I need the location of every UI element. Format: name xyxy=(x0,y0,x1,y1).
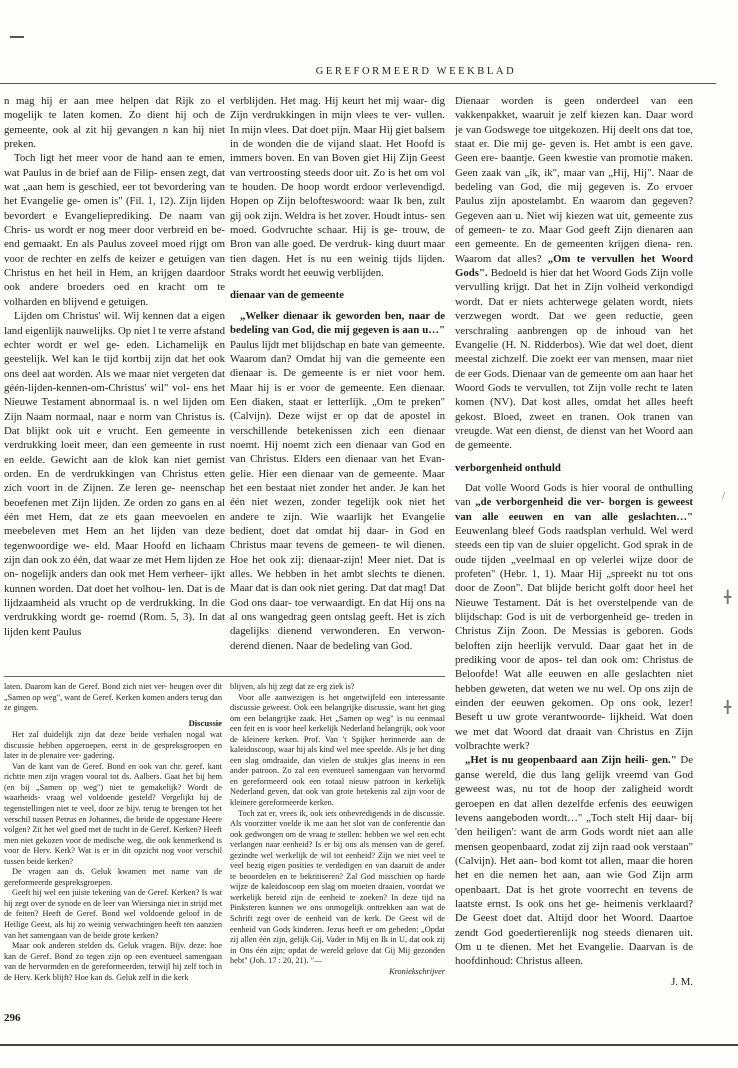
paragraph xyxy=(455,94,693,453)
section-divider xyxy=(4,676,445,677)
paragraph-text: Eeuwenlang bleef Gods raadsplan verhuld. Wel werd steeds een tip van de sluier opgelicht. God sprak in de oude tijden „veelmaal en op velerlei wijze door de profeten" (Hebr. 1, 1). Maar Hij „spreekt nu tot ons door de Zoon". Dat blijde bericht golft door heel het Nieuwe Testament. Dát is het overstelpende van de blijdschap: God is uit de verborgenheid ge- treden in Christus Zijn Zoon. De Messias is geboren. Gods beloften zijn heerlijk vervuld. Daar gaat het in de prediking voor de apos- tel dan ook om: Christus de Beloofde! Wat alle eeuwen en alle geslachten niet hebben geweten, dat weten we nu wel. Op ons zijn de einden der eeuwen gekomen. Op ons ook, lezer! Beseft u uw grote verantwoorde- lijkheid. Wat doen we met dat Woord dat draait van Christus en Zijn volbrachte werk? xyxy=(455,524,693,753)
paragraph: Voor alle aanwezigen is het ongetwijfeld een interessante discussie geweest. Ook een belangrijke discussie, want het ging om een belangrijke zaak. Het „Samen op weg" is nu eenmaal een feit en is voor heel kerkelijk Nederland belangrijk, ook voor de kleinere kerken. Prof. Van 't Spijker herinnerde aan de kaleidoscoop, waar hij als kind wel mee speelde. Als je het ding een slag omdraaide, dan vielen de stukjes glas ineens in een ander patroon. Zo zal een eventueel samengaan van hervormd en gereformeerd ook een totaal nieuw patroon in kerkelijk Nederland geven, dat ook van grote betekenis zal zijn voor de kleinere gereformeerde kerken. xyxy=(230,692,445,808)
paragraph: Het zal duidelijk zijn dat deze beide verhalen nogal wat discussie hebben opgeroepen, eerst in de gespreksgroepen en later in de plenaire ver- gadering. xyxy=(4,730,222,761)
author-initials: J. M. xyxy=(671,975,693,988)
paragraph-text: Dienaar worden is geen onderdeel van een vakkenpakket, waaruit je zelf kiezen kan. Daar word je van Godswege toe uitgekozen. Hij deelt ons dat toe, staat er. Die mij ge- geven is. Het ambt is een gave. Geen ere- baantje. Geen kwestie van promotie maken. Geen zaak van „ik, ik", maar van „Hij, Hij". Naar de bedeling van God, die mij gegeven is. Zo ervoer Paulus zijn apostelambt. En waarom dan gegeven? Gegeven aan u. Niet wij kiezen wat uit, gemeente zus of gemeen- te zo. Maar God geeft Zijn dienaren aan een gemeente. En de gemeenten krijgen diena- ren. Waarom dat alles? xyxy=(455,95,693,265)
paragraph-text: De ganse wereld, die dus lang gelijk vreemd van God geweest was, nu tot de hoop der zaligheid wordt geroepen en dat allen dezelfde erfenis des eeuwigen levens aangeboden wordt…" „Toch stelt Hij daar- bij 'den heiligen': want de arm Gods wordt niet aan alle mensen geopenbaard, zodat zij zijn raad ook verstaan" (Calvijn). Het aan- bod komt tot allen, maar die horen het en die nemen het aan, aan wie God Zijn arm openbaart. Dat is het grote voorrecht en tevens de laatste ernst. Is ook ons het ge- heimenis verklaard? De Geest doet dat. Altijd door het Woord. Daartoe zendt God goedertierenlijk nog steeds dienaren uit. Om u te dienen. Met het Evangelie. Daarvan is de hoofdinhoud: Christus alleen. xyxy=(455,754,693,968)
bold-quote: „Welker dienaar ik geworden ben, naar de bedeling van God, die mij gegeven is aan u…" xyxy=(230,309,445,337)
paragraph: Toch zat er, vrees ik, ook iets onbevredigends in de discussie. Als voorzitter voelde ik me aan het slot van de conferentie dan ook gedwongen om de vraag te stellen: hebben we wel een echt verlangen naar eenheid? Is er bij ons als mensen van de geref. gezindte wel werkelijk de wil tot eenheid? Zijn we niet veel te veel bezig eigen posities te verdedigen en van daaruit de ander te beoordelen en te bekritiseren? Zal God misschien op harde wijze de kaleidoscoop een slag om moeten draaien, voordat we werkelijk bereid zijn de eenheid te zoeken? In deze tijd na Pinksteren kunnen we ons onmogelijk onttrekken aan wat de Schrift zegt over de eenheid van de kerk. De Geest wil de eenheid van Gods kinderen. Jezus heeft er om gebeden: „Opdat zij allen één zijn, gelijk Gij, Vader in Mij en Ik in U, dat ook zij in Ons één zijn; opdat de wereld gelove dat Gij Mij gezonden hebt" (Joh. 17 : 20, 21). "— xyxy=(230,808,445,966)
bold-quote: „Om te vervullen het Woord Gods". xyxy=(455,252,693,280)
paragraph: De vragen aan ds. Geluk kwamen met name van de gereformeerde gespreksgroepen. xyxy=(4,867,222,887)
paragraph-text: Bedoeld is hier dat het Woord Gods Zijn volle vervulling krijgt. Dat het in Zijn volheid verkondigd wordt. Dat er niets achterwege gelaten wordt, niets verzwegen wordt. Dat we geen reductie, geen verschraling aanbrengen op de inhoud van het Evangelie (H. N. Ridderbos). Wie dat wel doet, dient meestal zichzelf. Die zoekt eer van mensen, maar niet de eer Gods. Dienaar van de gemeente om aan haar het Woord Gods te vervullen, tot Zijn volle recht te laten komen (NV). Dat kost alles, omdat het alles heeft gekost. Bloed, zweet en tranen. Ook tranen van vreugde. Wat een dienst, de dienst van het Woord aan de gemeente. xyxy=(455,267,693,452)
chronicle-column-1 xyxy=(4,682,222,1012)
margin-mark: ╋ xyxy=(724,700,732,714)
paragraph: Maar ook anderen stelden ds. Geluk vragen. Bijv. deze: hoe kan de Geref. Bond zo tegen zijn op een eventueel samengaan van de hervormden en de gereformeerden, terwijl hij zelf toch in de Herv. Kerk blijft? Hoe kan ds. Geluk zelf in die kerk xyxy=(4,941,222,982)
section-heading: verborgenheid onthuld xyxy=(455,461,561,474)
paragraph: Toch ligt het meer voor de hand aan te emen, wat Paulus in de brief aan de Filip- ensen zegt, dat wat „aan hem is geschied, eer tot bevordering van het Evangelie ge- omen is" (Fil. 1, 12). Zijn lijden bevordert e Evangelieprediking. De naam van Chris- us wordt er nog meer door verbreid en be- end gemaakt. En als Paulus zoveel moed rijgt om voor de rechter en zelfs de keizer e getuigen van Christus en het heil in Hem, an krijgen daardoor ook andere broeders oed en kracht om te volharden en blijvend e getuigen. xyxy=(4,152,225,308)
margin-mark: / xyxy=(722,488,726,502)
paragraph xyxy=(455,481,693,754)
chronicle-column-2 xyxy=(230,682,445,1012)
corner-mark xyxy=(10,36,24,38)
masthead: GEREFORMEERD WEEKBLAD xyxy=(315,66,517,77)
subheading-discussie: Discussie xyxy=(188,717,222,728)
paragraph xyxy=(230,309,445,653)
bold-quote: „de verborgenheid die ver- borgen is geweest van alle eeuwen en van alle geslachten…" xyxy=(455,496,693,523)
paragraph-text: Dat volle Woord Gods is hier vooral de onthulling van xyxy=(455,481,693,509)
paragraph: n mag hij er aan mee helpen dat Rijk zo el mogelijk te laten komen. Zo dient hij och de gemeente, ook al zit hij gevangen n kan hij niet preken. xyxy=(4,95,225,151)
paragraph: Geeft hij wel een juiste tekening van de Geref. Kerken? Is wat hij zegt over de synode en de leer van Wiersinga niet in strijd met de feiten? Heeft de Geref. Bond wel voldoende geloof in de Heilige Geest, als hij zo weinig verwachtingen heeft ten aanzien van het samengaan van de beide grote kerken? xyxy=(4,888,222,940)
header-rule xyxy=(0,83,716,84)
margin-mark: ╋ xyxy=(724,590,732,604)
scan-edge xyxy=(0,1044,738,1046)
column-1 xyxy=(4,94,225,669)
paragraph: Van de kant van de Geref. Bond en ook van chr. geref. kant richtte men zijn vragen vooral tot ds. Aalbers. Gaat het bij hem (en bij „Samen op weg") niet te gemakelijk? Wordt de waarheids- vraag wel voldoende gesteld? Vergelijkt hij de tegenstellingen niet te veel, door ze bijv. terug te brengen tot het verschil tussen Petrus en Johannes, die beide de opgestane Heere volgen? Zit het wel goed met de tucht in de Geref. Kerken? Heeft men niet gekozen voor de medische weg, die ook kenmerkend is voor de Herv. Kerk? Wat is er in dit opzicht nog voor verschil tussen beide kerken? xyxy=(4,761,222,866)
page-number: 296 xyxy=(4,1012,21,1024)
paragraph: verblijden. Het mag. Hij keurt het mij waar- dig Zijn verdrukkingen in mijn vlees te ver- vullen. In mijn vlees. Dat doet pijn. Maar Hij giet balsem in de wonden die de vijand slaat. Het Hoofd is immers boven. En van Boven giet Hij Zijn Geest van vertroosting steeds door uit. Zo is het om vol te houden. De hoop wordt erdoor verlevendigd. Hopen op Zijn belofteswoord: waar Ik ben, zult gij ook zijn. Weldra is het zover. Houdt intus- sen moed. Godvruchte schaar. Hij is ge- trouw, de Bron van alle goed. De verdruk- king duurt maar tien dagen. Het is nu een weinig tijds lijden. Straks wordt het eeuwig verblijden. xyxy=(230,95,445,280)
signature: Kroniekschrijver xyxy=(389,966,445,976)
paragraph: Lijden om Christus' wil. Wij kennen dat a eigen land eigenlijk nauwelijks. Op niet l te verre afstand echter wordt er wel ge- eden. Lichamelijk en geestelijk. Wel kan le tijd kortbij zijn dat het ook ons deel aat worden. Als we maar niet vergeten dat géén-lijden-kennen-om-Christus' wil" vol- ens het Nieuwe Testament abnormaal is. n wel lijden om Zijn Naam normaal, naar e norm van Christus is. Dat blijkt ook uit e vrucht. Een gemeente in verdrukking loeit meer, dan een gemeente in rust en eelde. Gewicht aan de klok kan niet gemist orden. En de verdrukkingen van Christus etten zich voort in de Zijnen. Ze leren ge- neenschap beoefenen met Zijn lijden. Ze orden zo gans en al één met Hem, dat ze ets gaan meevoelen en meebeleven met Hem an het lijden van deze tegenwoordige we- eld. Maar Hoofd en lichaam zijn dan ook zo één, dat waar ze met Hem lijden ze on- nogelijk anders dan ook met Hem verheer- ijkt kunnen worden. Dat doet het volhou- len. Dat is de lijdzaamheid als vrucht op de verdrukking. In die verdrukking wordt ge- roemd (Rom. 5, 3). In dat lijden kent Paulus xyxy=(4,310,225,638)
bold-quote: „Het is nu geopenbaard aan Zijn heili- gen." xyxy=(465,754,677,767)
column-2 xyxy=(230,94,445,669)
paragraph-text: Paulus lijdt met blijdschap en bate van gemeente. Waarom dan? Omdat hij van die gemeente een dienaar is. De gemeente is er niet voor hem. Maar hij is er voor de gemeente. Een dienaar. Een diaken, staat er letterlijk. „Om te preken" (Calvijn). Deze wijst er op dat de apostel in verschillende betekenissen zich een dienaar noemt. Hij noemt zich een dienaar van God en van Christus. Elders een dienaar van het Evan- gelie. Hier een dienaar van de gemeente. Maar het een bestaat niet zonder het ander. Je kan het één niet wezen, zonder tegelijk ook niet het andere te zijn. Wie waarlijk het Evangelie bedient, doet dat omdat hij daar- in God en Christus maar tevens de gemeen- te wil dienen. Hoe het ook zij: dienaar-zijn! Meer niet. Dat is alles. We hebben in het ambt slechts te dienen. Maar dat is dan ook niet gering. Dat dat mag! Dat God ons daar- toe verwaardigt. En dat Hij ons na al ons wangedrag geen ontslag geeft. Het is zich dagelijks dienend verwonderen. En verwon- derend dienen. Naar de bedeling van God. xyxy=(230,338,445,652)
paragraph: blijven, als hij zegt dat ze erg ziek is? xyxy=(230,682,355,691)
paragraph xyxy=(455,753,693,968)
section-heading: dienaar van de gemeente xyxy=(230,289,345,302)
column-3 xyxy=(455,94,693,1049)
paragraph: laten. Daarom kan de Geref. Bond zich niet ver- heugen over dit „Samen op weg", want de Geref. Kerken komen anders terug dan ze gingen. xyxy=(4,682,222,713)
